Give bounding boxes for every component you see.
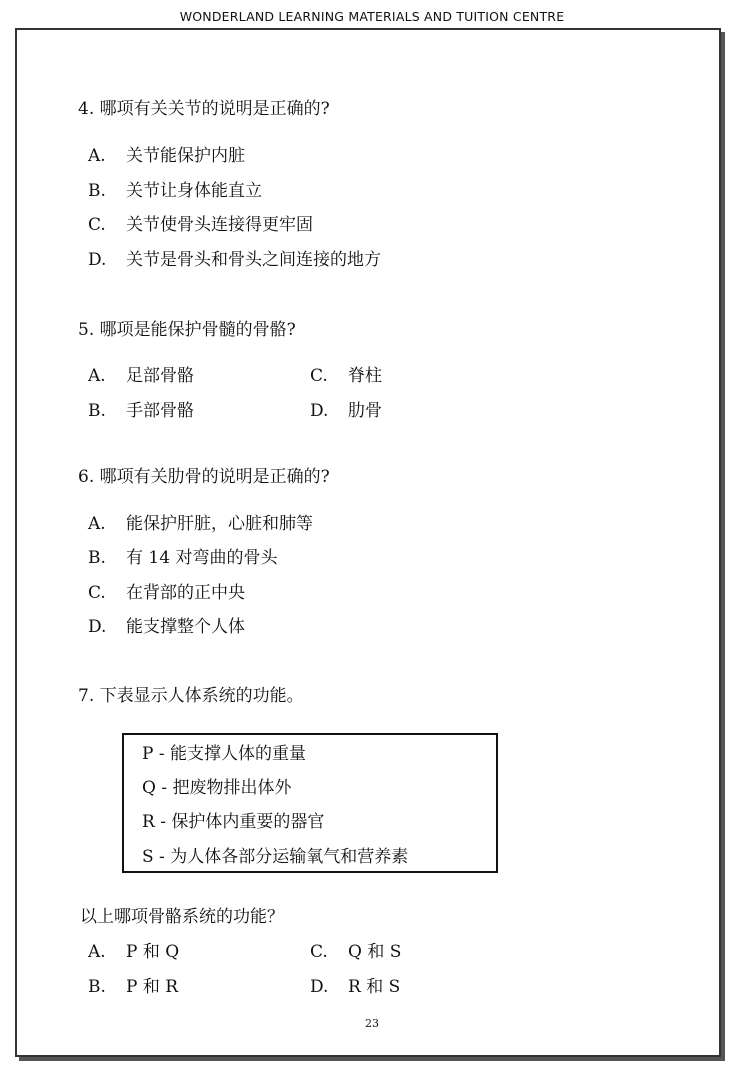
option-text: 能支撑整个人体 bbox=[126, 617, 245, 637]
question-7-prompt: 以上哪项骨骼系统的功能？ bbox=[80, 907, 284, 927]
option-letter: C. bbox=[88, 583, 106, 603]
question-5-option-d bbox=[310, 396, 382, 421]
option-text: 足部骨骼 bbox=[126, 366, 194, 386]
question-4-option-a bbox=[88, 141, 245, 166]
option-text: Q 和 S bbox=[348, 942, 402, 962]
option-letter: A. bbox=[88, 146, 106, 166]
option-letter: A. bbox=[88, 942, 106, 962]
option-letter: B. bbox=[88, 977, 106, 997]
question-7-option-b bbox=[88, 972, 178, 997]
option-text: P 和 R bbox=[126, 977, 179, 997]
option-text: 肋骨 bbox=[348, 401, 382, 421]
function-line-q: Q - 把废物排出体外 bbox=[142, 778, 292, 798]
function-line-p: P - 能支撑人体的重量 bbox=[142, 744, 306, 764]
option-text: 脊柱 bbox=[348, 366, 382, 386]
page-header: WONDERLAND LEARNING MATERIALS AND TUITION CENTRE bbox=[179, 9, 565, 24]
option-text: 在背部的正中央 bbox=[126, 583, 245, 603]
option-letter: C. bbox=[310, 366, 328, 386]
question-7-stem: 7. 下表显示人体系统的功能。 bbox=[78, 686, 304, 706]
function-line-s: S - 为人体各部分运输氧气和营养素 bbox=[142, 847, 409, 867]
question-6-option-b bbox=[88, 543, 277, 568]
question-5-option-a bbox=[88, 361, 194, 386]
page-number: 23 bbox=[365, 1017, 379, 1030]
option-letter: D. bbox=[88, 617, 107, 637]
option-text: 关节能保护内脏 bbox=[126, 146, 245, 166]
option-text: 关节使骨头连接得更牢固 bbox=[126, 215, 313, 235]
option-letter: B. bbox=[88, 548, 106, 568]
question-6-option-c bbox=[88, 578, 245, 603]
question-5-option-b bbox=[88, 396, 194, 421]
option-letter: B. bbox=[88, 401, 106, 421]
option-letter: B. bbox=[88, 181, 106, 201]
option-letter: D. bbox=[310, 401, 329, 421]
option-letter: A. bbox=[88, 514, 106, 534]
option-text: 关节是骨头和骨头之间连接的地方 bbox=[126, 250, 381, 270]
question-5-option-c bbox=[310, 361, 382, 386]
question-4-option-c bbox=[88, 210, 313, 235]
question-4-stem: 4. 哪项有关关节的说明是正确的? bbox=[78, 99, 330, 119]
option-text: 能保护肝脏，心脏和肺等 bbox=[126, 514, 313, 534]
question-4-option-b bbox=[88, 176, 262, 201]
question-6-option-d bbox=[88, 612, 245, 637]
function-table-box bbox=[122, 733, 498, 873]
question-6-option-a bbox=[88, 509, 313, 534]
option-letter: A. bbox=[88, 366, 106, 386]
option-text: 手部骨骼 bbox=[126, 401, 194, 421]
question-7-option-a bbox=[88, 937, 179, 962]
option-text: R 和 S bbox=[348, 977, 401, 997]
option-letter: C. bbox=[310, 942, 328, 962]
option-text: 有 14 对弯曲的骨头 bbox=[126, 548, 278, 568]
option-letter: D. bbox=[88, 250, 107, 270]
question-6-stem: 6. 哪项有关肋骨的说明是正确的? bbox=[78, 467, 330, 487]
option-text: 关节让身体能直立 bbox=[126, 181, 262, 201]
function-line-r: R - 保护体内重要的器官 bbox=[142, 812, 325, 832]
option-text: P 和 Q bbox=[126, 942, 180, 962]
question-5-stem: 5. 哪项是能保护骨髓的骨骼? bbox=[78, 320, 296, 340]
question-4-option-d bbox=[88, 245, 381, 270]
question-7-option-d bbox=[310, 972, 400, 997]
option-letter: C. bbox=[88, 215, 106, 235]
option-letter: D. bbox=[310, 977, 329, 997]
question-7-option-c bbox=[310, 937, 401, 962]
